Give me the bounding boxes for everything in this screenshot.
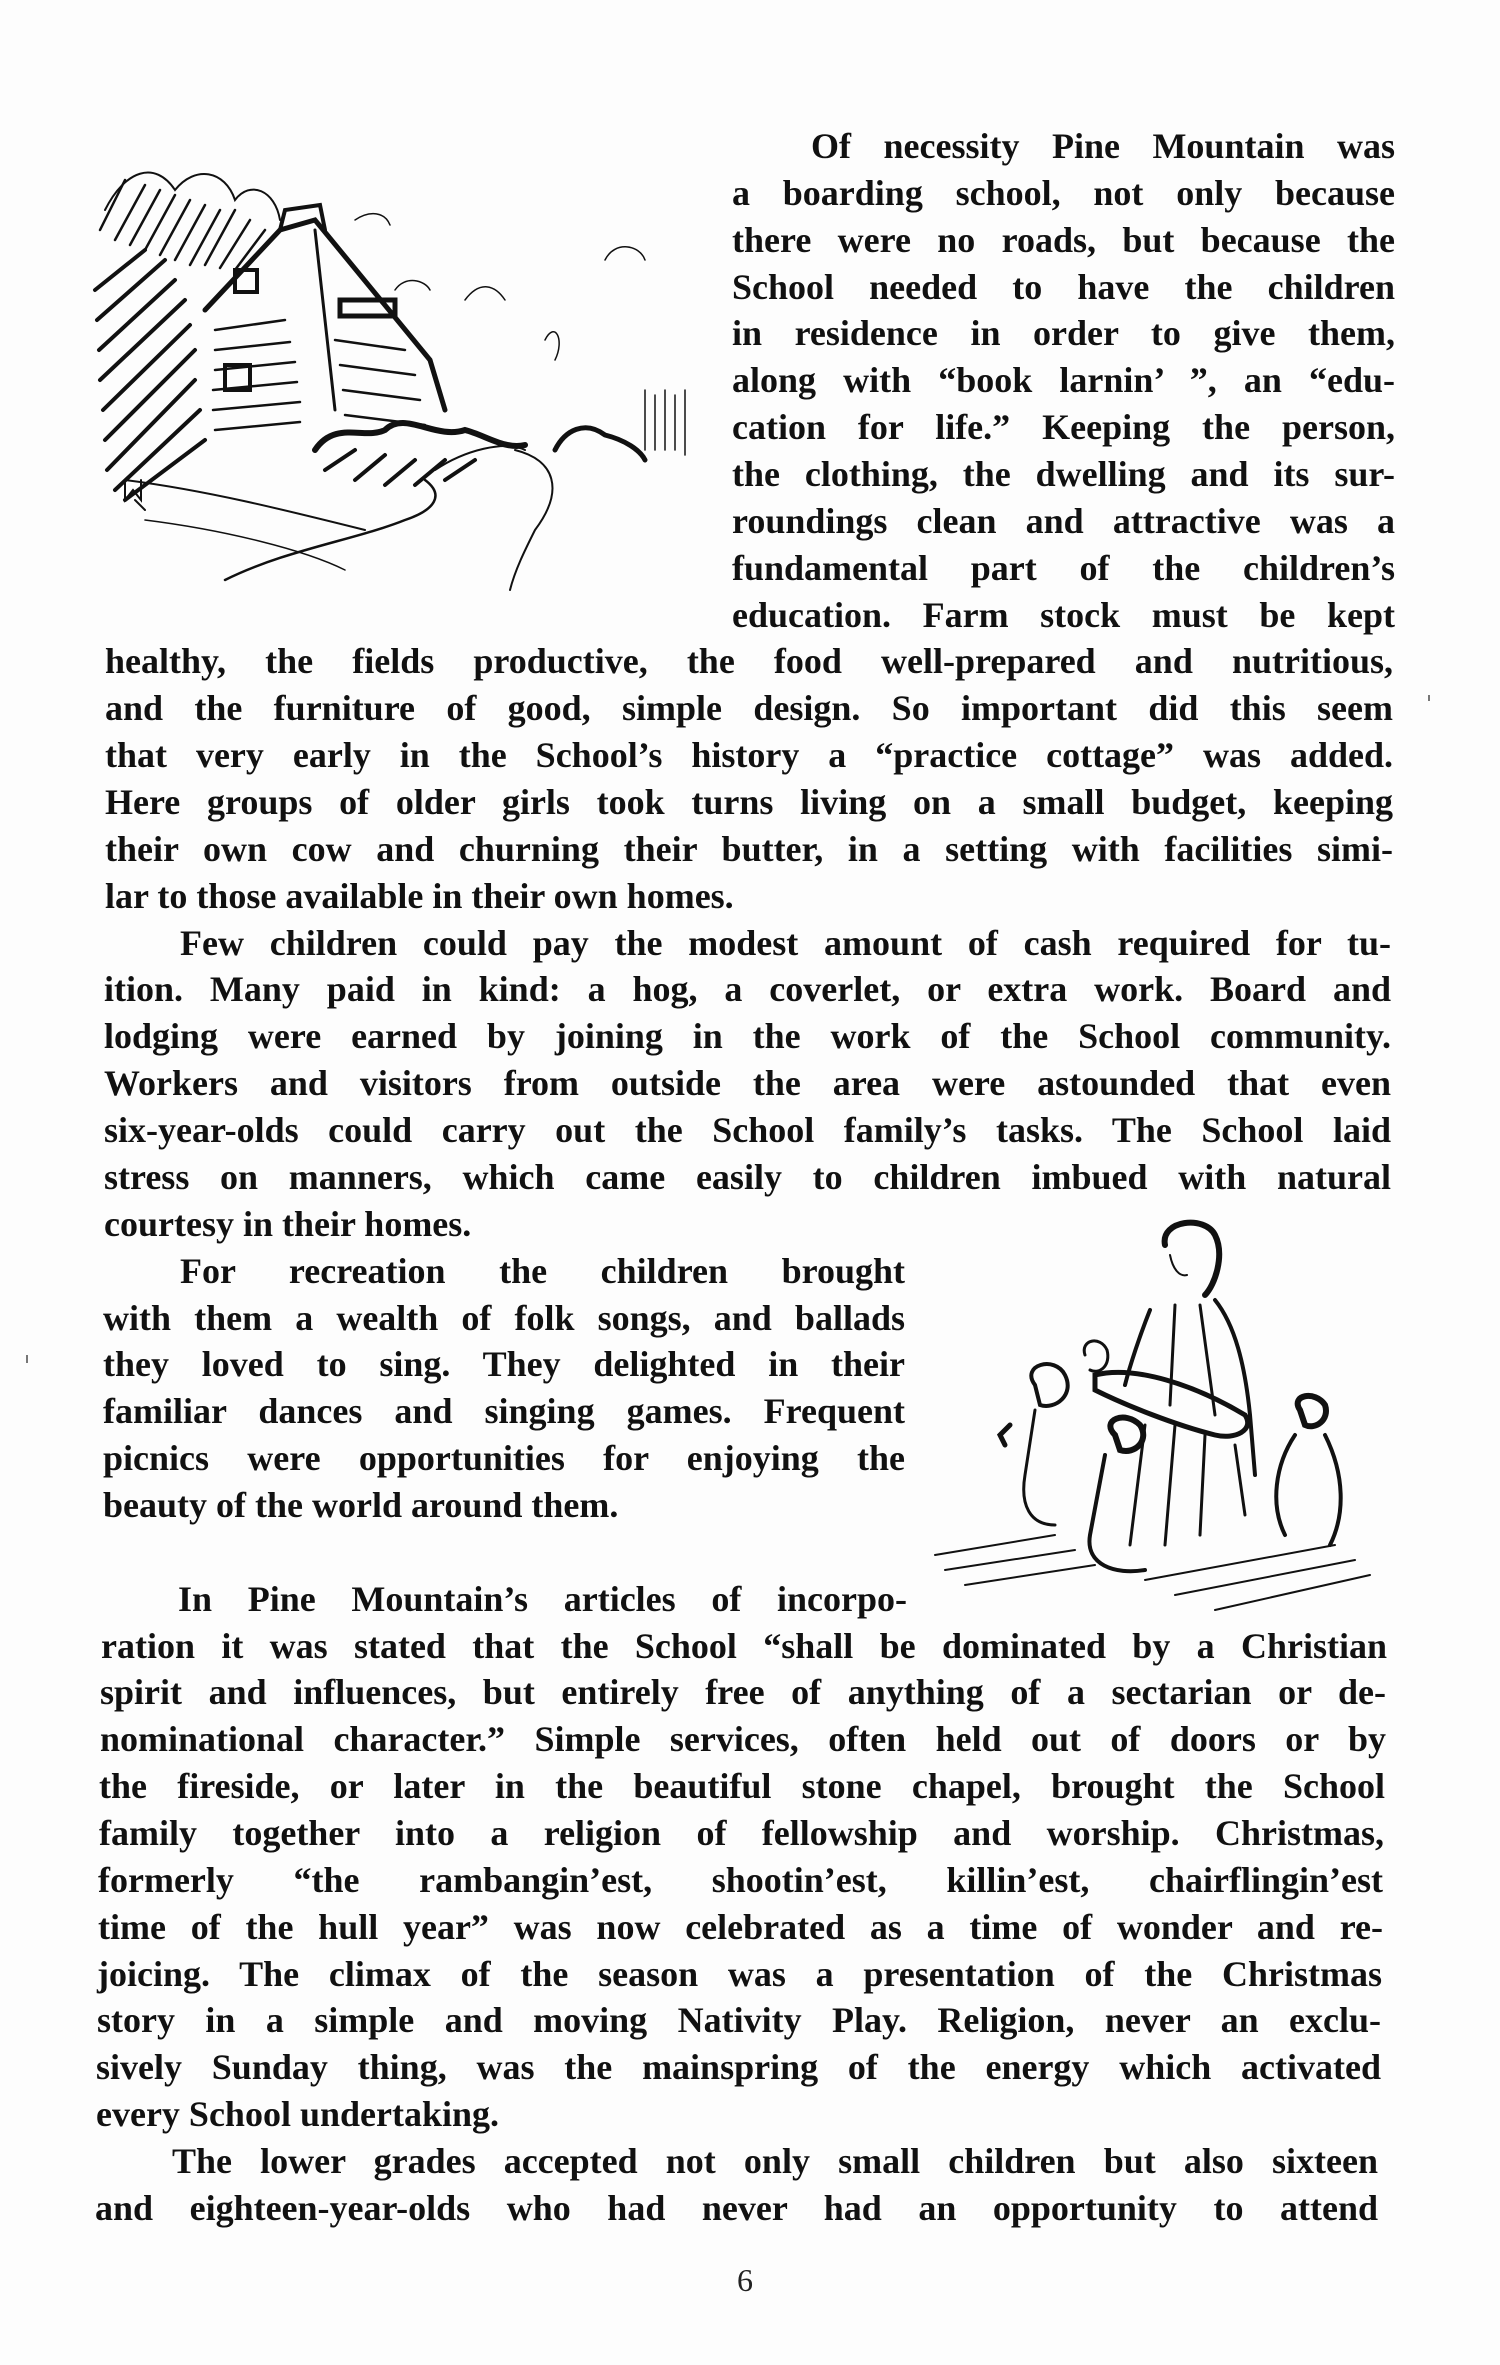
text-line: ration it was stated that the School “shall be dominated by a Christian <box>101 1625 1387 1666</box>
text-line: picnics were opportunities for enjoying the <box>103 1438 905 1479</box>
cottage-illustration <box>85 150 725 600</box>
text-line: School needed to have the children <box>732 266 1395 307</box>
text-line: roundings clean and attractive was a <box>732 500 1395 541</box>
text-line: Few children could pay the modest amount of cash required for tu- <box>180 922 1391 963</box>
text-line: sively Sunday thing, was the mainspring of the energy which activated <box>96 2047 1381 2088</box>
text-line: and the furniture of good, simple design. So important did this seem <box>105 688 1393 729</box>
text-line: time of the hull year” was now celebrated as a time of wonder and re- <box>98 1906 1383 1947</box>
text-line: healthy, the fields productive, the food well-prepared and nutritious, <box>105 641 1393 682</box>
text-line: and eighteen-year-olds who had never had an opportunity to attend <box>95 2187 1378 2228</box>
text-line: ition. Many paid in kind: a hog, a coverlet, or extra work. Board and <box>104 969 1391 1010</box>
scan-speck <box>1428 695 1430 701</box>
text-line: nominational character.” Simple services, often held out of doors or by <box>100 1719 1386 1760</box>
text-line: a boarding school, not only because <box>732 172 1395 213</box>
text-line: For recreation the children brought <box>180 1250 905 1291</box>
text-line: Of necessity Pine Mountain was <box>811 126 1395 166</box>
text-line: lar to those available in their own homes. <box>105 875 734 916</box>
text-line: in residence in order to give them, <box>732 313 1395 354</box>
text-line: the clothing, the dwelling and its sur- <box>732 454 1395 495</box>
text-line: Here groups of older girls took turns living on a small budget, keeping <box>105 782 1393 823</box>
text-line: that very early in the School’s history a “practice cottage” was added. <box>105 735 1393 776</box>
text-line: family together into a religion of fellowship and worship. Christmas, <box>99 1812 1384 1853</box>
text-line: Workers and visitors from outside the area were astounded that even <box>104 1063 1391 1104</box>
text-line: courtesy in their homes. <box>104 1203 472 1244</box>
text-line: six-year-olds could carry out the School family’s tasks. The School laid <box>104 1110 1391 1151</box>
text-line: along with “book larnin’ ”, an “edu- <box>732 360 1395 401</box>
ballad-singing-illustration <box>915 1215 1380 1615</box>
text-line: The lower grades accepted not only small children but also sixteen <box>172 2140 1378 2181</box>
text-line: the fireside, or later in the beautiful stone chapel, brought the School <box>99 1766 1385 1807</box>
text-line: fundamental part of the children’s <box>732 547 1395 588</box>
text-line: stress on manners, which came easily to children imbued with natural <box>104 1156 1391 1197</box>
text-line: story in a simple and moving Nativity Play. Religion, never an exclu- <box>97 2000 1381 2041</box>
text-line: they loved to sing. They delighted in their <box>103 1344 905 1385</box>
text-line: joicing. The climax of the season was a presentation of the Christmas <box>97 1953 1382 1994</box>
text-line: spirit and influences, but entirely free of anything of a sectarian or de- <box>100 1672 1386 1713</box>
text-line: lodging were earned by joining in the work of the School community. <box>104 1016 1391 1057</box>
text-line: beauty of the world around them. <box>103 1484 619 1525</box>
scan-speck <box>26 1355 28 1363</box>
text-line: cation for life.” Keeping the person, <box>732 407 1395 448</box>
text-line: there were no roads, but because the <box>732 219 1395 260</box>
text-line: with them a wealth of folk songs, and ballads <box>103 1297 905 1338</box>
page-number: 6 <box>737 2262 753 2298</box>
text-line: their own cow and churning their butter, in a setting with facilities simi- <box>105 828 1393 869</box>
text-line: formerly “the rambangin’est, shootin’est, killin’est, chairflingin’est <box>98 1859 1383 1900</box>
text-line: education. Farm stock must be kept <box>732 594 1395 635</box>
text-line: every School undertaking. <box>96 2094 500 2135</box>
text-line: familiar dances and singing games. Frequent <box>103 1391 905 1432</box>
text-line: In Pine Mountain’s articles of incorpo- <box>178 1578 907 1619</box>
